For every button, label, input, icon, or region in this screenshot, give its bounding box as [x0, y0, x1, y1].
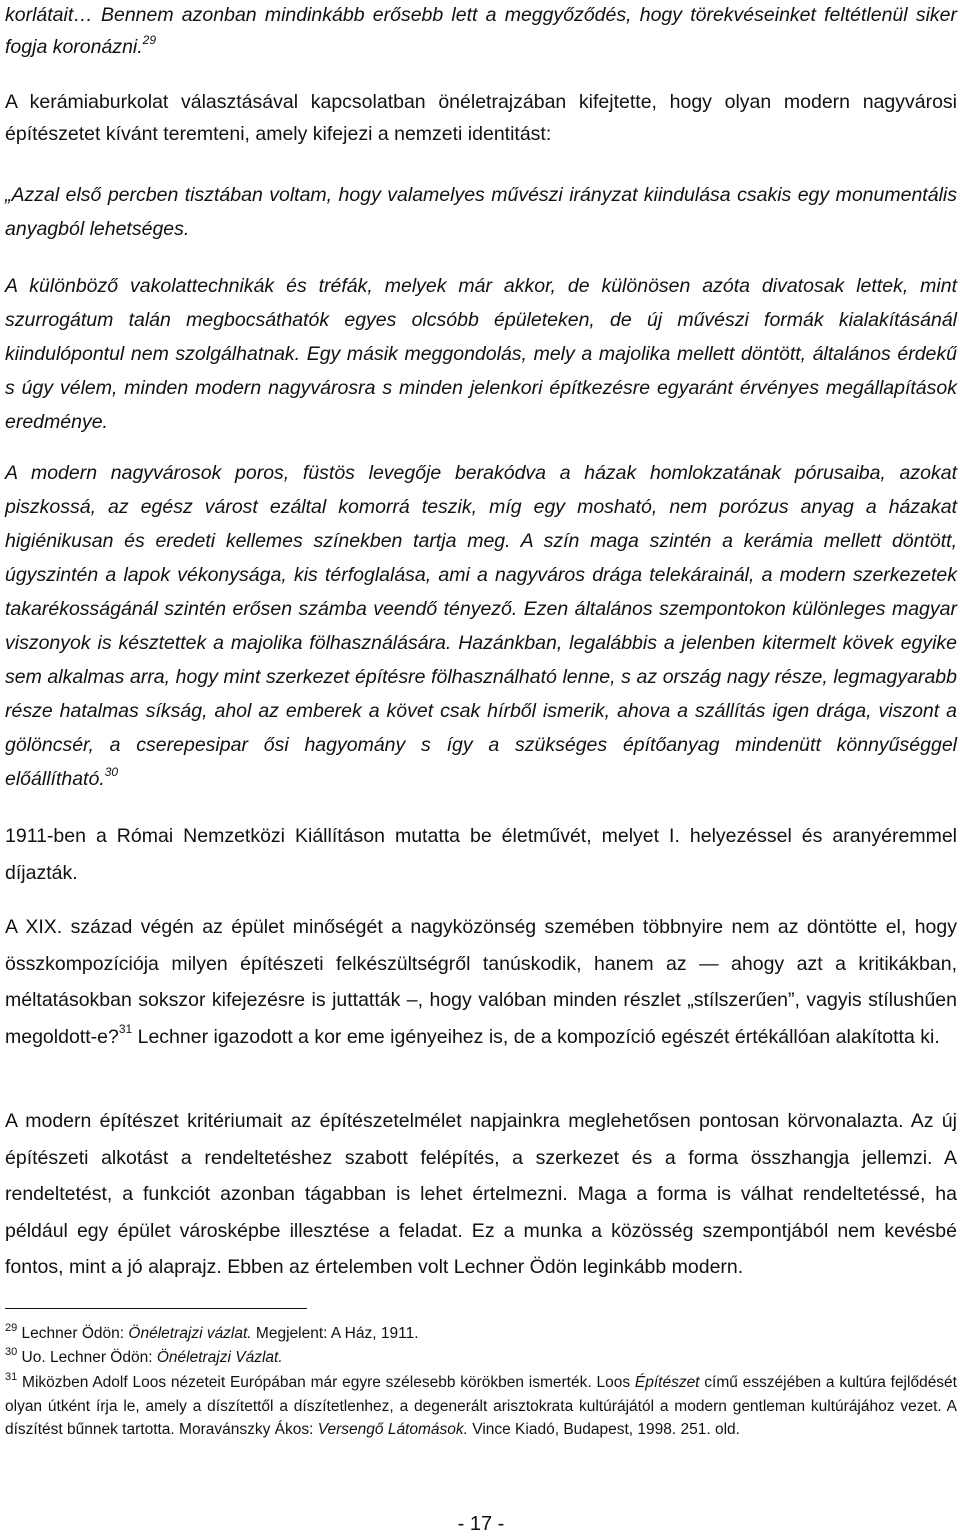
paragraph-quote-end: korlátait… Bennem azonban mindinkább erősebb lett a meggyőződés, hogy törekvéseinket feltétlenül siker fogja koronázni.$^{29}$ [5, 4, 957, 58]
footnote-29: $^{29}$ Lechner Ödön: Önéletrajzi vázlat. Megjelent: A Ház, 1911. [5, 1321, 419, 1342]
footnote-separator [5, 1308, 307, 1309]
footnote-ref-30: 30 [104, 764, 119, 779]
page-number: - 17 - [457, 1513, 505, 1535]
paragraph-rome-1911: 1911-ben a Római Nemzetközi Kiállításon mutatta be életművét, melyet I. helyezéssel és aranyéremmel díjazták. [5, 825, 957, 884]
paragraph-quote-plaster: A különböző vakolattechnikák és tréfák, melyek már akkor, de különösen azóta divatosak lettek, mint szurrogátum talán megbocsáthatók egyes olcsóbb épületeken, de új művészi formák kialakításánál kiindulópontul nem szolgálhatnak. Egy másik meggondolás, mely a majolika mellett döntött, általános érdekű s úgy vélem, minden modern nagyvárosra s minden jelenkori építkezésre egyaránt érvényes megállapítások eredménye. [5, 275, 957, 433]
footnote-ref-31: 31 [118, 1022, 133, 1036]
paragraph-quote-cities: A modern nagyvárosok poros, füstös levegője berakódva a házak homlokzatának pórusaiba, azokat piszkossá, az egész várost ezáltal komorrá teszik, míg egy mosható, nem porózus anyag a házakat higiénikusan és eredeti kellemes színekben tartja meg. A szín maga szintén a kerámia mellett döntött, úgyszintén a lapok vékonysága, kis térfoglalása, ami a nagyváros drága telekárainál, a modern szerkezetek takarékosságánál szintén erősen számba veendő tényező. Ezen általános szempontokon különleges magyar viszonyok is késztettek a majolika fölhasználására. Hazánkban, legalábbis a jelenben kitermelt kövek egyike sem alkalmas arra, hogy mint szerkezet építésre fölhasználható lenne, s az ország nagy része, legmagyarabb része hatalmas síkság, ahol az emberek a követ csak hírből ismerik, ahova a szállítás igen drága, viszont a gölöncsér, a cserepesipar ősi hagyomány s így a szükséges építőanyag mindenütt könnyűséggel előállítható.$^{30}$ [5, 462, 957, 790]
paragraph-quote-start: „Azzal első percben tisztában voltam, hogy valamelyes művészi irányzat kiindulása csakis egy monumentális anyagból lehetséges. [5, 184, 957, 240]
footnote-ref-29: 29 [142, 32, 157, 47]
paragraph-ceramic-intro: A kerámiaburkolat választásával kapcsolatban önéletrajzában kifejtette, hogy olyan modern nagyvárosi építészetet kívánt teremteni, amely kifejezi a nemzeti identitást: [5, 91, 957, 145]
footnote-30: $^{30}$ Uo. Lechner Ödön: Önéletrajzi Vázlat. [5, 1345, 283, 1366]
paragraph-modern-architecture: A modern építészet kritériumait az építészetelmélet napjainkra meglehetősen pontosan körvonalazta. Az új építészeti alkotást a rendeltetéshez szabott felépítés, a szerkezet és a forma összhangja jellemzi. A rendeltetést, a funkciót azonban tágabban is lehet értelmezni. Maga a forma is válhat rendeltetéssé, ha például egy épület városképbe illesztése a feladat. Ez a munka a közösség szempontjából nem kevésbé fontos, mint a jó alaprajz. Ebben az értelemben volt Lechner Ödön leginkább modern. [5, 1110, 957, 1278]
paragraph-19th-century: A XIX. század végén az épület minőségét a nagyközönség szemében többnyire nem az döntötte el, hogy összkompozíciója milyen építészeti felkészültségről tanúskodik, hanem az — ahogy azt a kritikákban, méltatásokban sokszor kifejezésre is juttatták –, hogy valóban minden részlet „stílszerűen”, vagyis stílushűen megoldott-e?$^{31}$ Lechner igazodott a kor eme igényeihez is, de a kompozíció egészét értékállóan alakította ki. [5, 916, 957, 1048]
footnote-31: $^{31}$ Miközben Adolf Loos nézeteit Európában már egyre szélesebb körökben ismerték. Loos Építészet című esszéjében a kultúra fejlődését olyan útként írja le, amely a díszítettől a díszítetlenhez, a degenerált arisztokrata kultúrájától a modern gentleman kultúrájához vezet. A díszítést bűnnek tartotta. Moravánszky Ákos: Versengő Látomások. Vince Kiadó, Budapest, 1998. 251. old. [5, 1370, 957, 1438]
